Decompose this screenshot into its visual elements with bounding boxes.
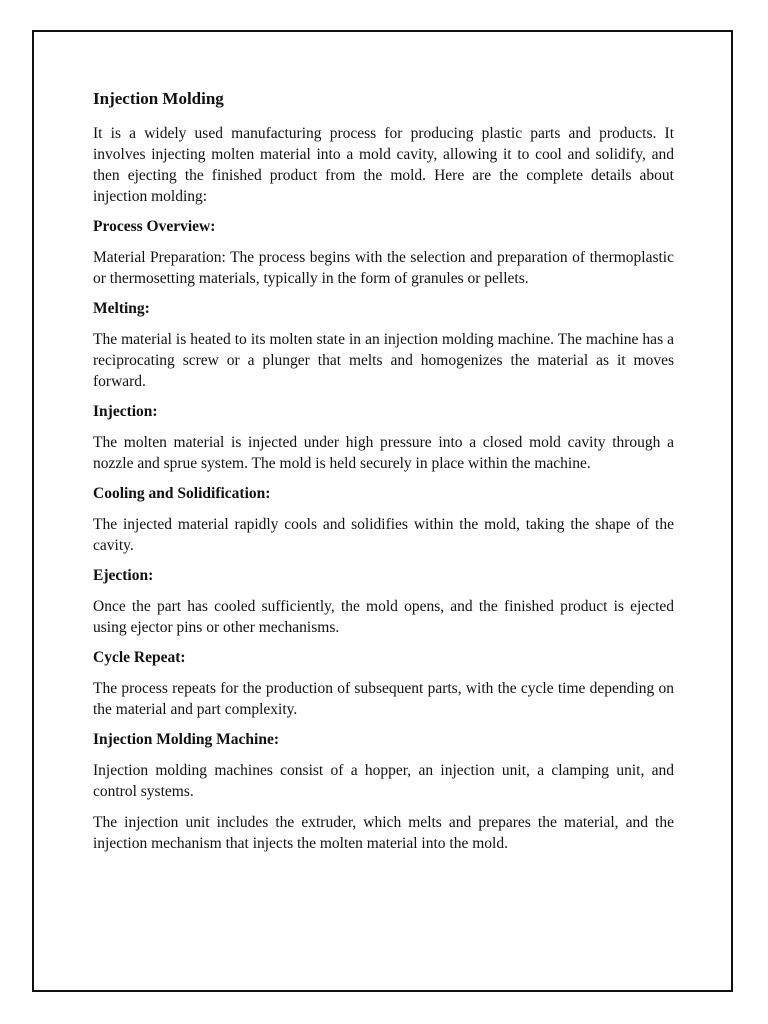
section-paragraph: Injection molding machines consist of a hopper, an injection unit, a clamping unit, and control systems. [93, 762, 674, 800]
section-paragraph: Once the part has cooled sufficiently, the mold opens, and the finished product is ejected using ejector pins or other mechanisms. [93, 598, 674, 636]
section-molding-machine [93, 730, 674, 854]
section-melting [93, 299, 674, 392]
section-heading: Injection: [93, 403, 158, 420]
section-paragraph: The injected material rapidly cools and solidifies within the mold, taking the shape of the cavity. [93, 516, 674, 554]
document-title: Injection Molding [93, 89, 224, 108]
section-injection [93, 402, 674, 474]
section-cooling [93, 484, 674, 556]
section-heading: Cooling and Solidification: [93, 485, 271, 502]
section-cycle-repeat [93, 648, 674, 720]
section-heading: Process Overview: [93, 218, 216, 235]
section-paragraph: The injection unit includes the extruder, which melts and prepares the material, and the injection mechanism that injects the molten material into the mold. [93, 814, 674, 852]
section-paragraph: The material is heated to its molten state in an injection molding machine. The machine has a reciprocating screw or a plunger that melts and homogenizes the material as it moves forward. [93, 331, 674, 390]
section-paragraph: Material Preparation: The process begins with the selection and preparation of thermoplastic or thermosetting materials, typically in the form of granules or pellets. [93, 249, 674, 287]
section-heading: Ejection: [93, 567, 154, 584]
document-body [93, 88, 674, 864]
section-heading: Injection Molding Machine: [93, 731, 279, 748]
section-process-overview [93, 217, 674, 289]
section-paragraph: The process repeats for the production of subsequent parts, with the cycle time depending on the material and part complexity. [93, 680, 674, 718]
intro-paragraph: It is a widely used manufacturing process for producing plastic parts and products. It involves injecting molten material into a mold cavity, allowing it to cool and solidify, and then ejecting the finished product from the mold. Here are the complete details about injection molding: [93, 125, 674, 205]
section-ejection [93, 566, 674, 638]
section-paragraph: The molten material is injected under high pressure into a closed mold cavity through a nozzle and sprue system. The mold is held securely in place within the machine. [93, 434, 674, 472]
section-heading: Melting: [93, 300, 150, 317]
section-heading: Cycle Repeat: [93, 649, 186, 666]
